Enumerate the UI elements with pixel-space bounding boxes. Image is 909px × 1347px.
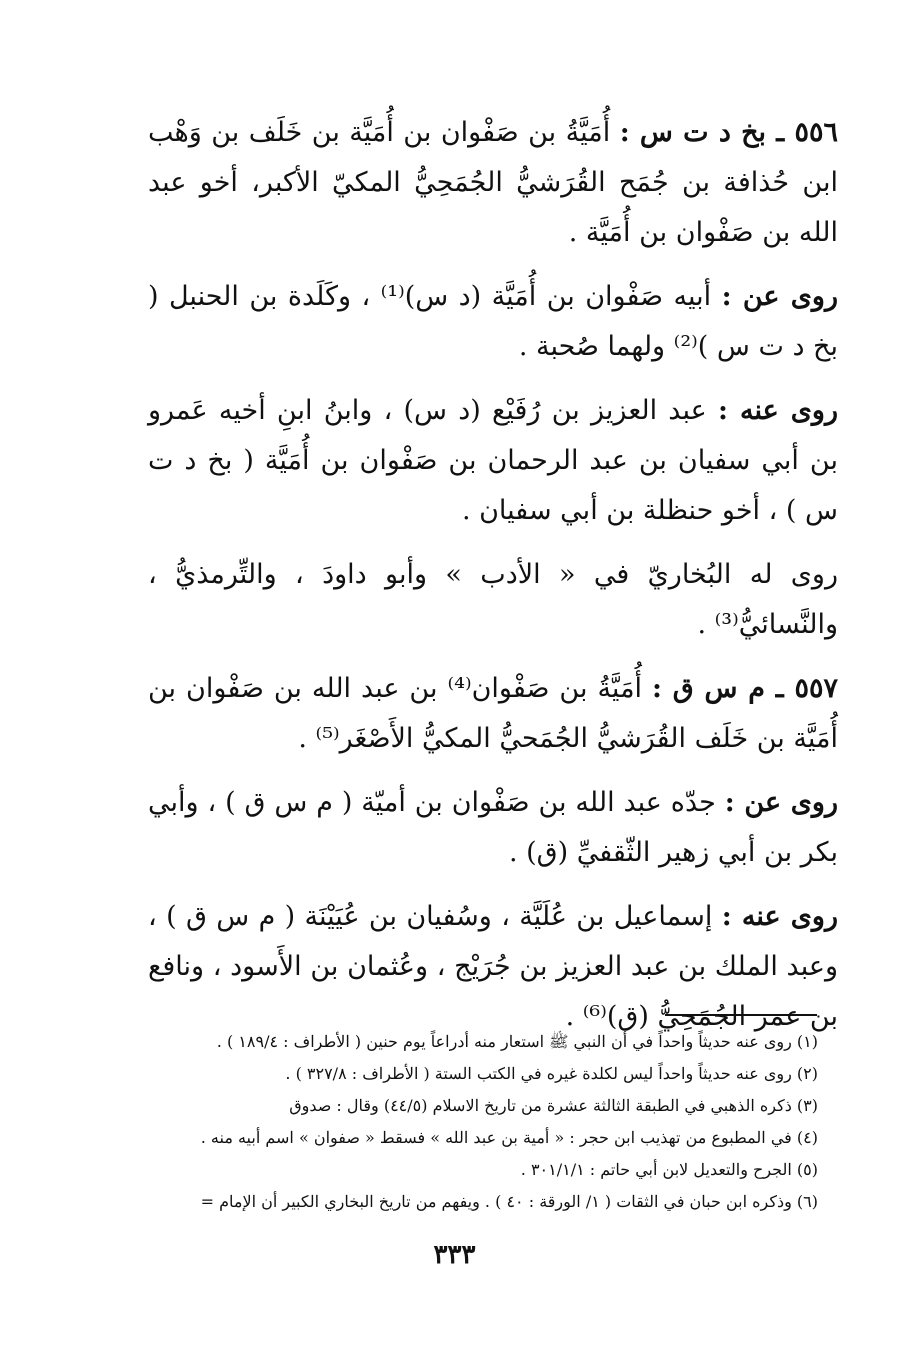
narrated-by-2 <box>148 892 838 1042</box>
narrated-from-1-text: أبيه صَفْوان بن أُمَيَّة (د س)⁽¹⁾ ، وكَلَدة بن الحنبل ( بخ د ت س )⁽²⁾ ولهما صُحبة . <box>148 281 838 362</box>
narrated-from-2-text: جدّه عبد الله بن صَفْوان بن أميّة ( م س ق ) ، وأبي بكر بن أبي زهير الثّقفيِّ (ق) . <box>148 787 838 868</box>
footnote-1: (١) روى عنه حديثاً واحداً في أن النبي ﷺ استعار منه أدراعاً يوم حنين ( الأطراف : ١٨٩/٤ ) . <box>216 1032 818 1051</box>
page-number: ٣٣٣ <box>433 1240 476 1270</box>
narrated-by-1 <box>148 386 838 536</box>
narrated-from-1-label: روى عن : <box>721 281 838 312</box>
narrated-by-2-label: روى عنه : <box>721 901 838 932</box>
footnote-2: (٢) روى عنه حديثاً واحداً ليس لكلدة غيره في الكتب الستة ( الأطراف : ٣٢٧/٨ ) . <box>285 1064 818 1083</box>
main-text <box>148 108 838 1056</box>
entry-556-number: ٥٥٦ ـ بخ د ت س : <box>619 117 838 148</box>
footnote-4: (٤) في المطبوع من تهذيب ابن حجر : « أمية بن عبد الله » فسقط « صفوان » اسم أبيه منه . <box>200 1128 818 1147</box>
entry-556-text: أُمَيَّةُ بن صَفْوان بن أُمَيَّة بن خَلَف بن وَهْب ابن حُذافة بن جُمَح القُرَشيُّ الجُمَحِيُّ المكيّ الأكبر، أخو عبد الله بن صَفْوان بن أُمَيَّة . <box>148 117 838 248</box>
footnote-6: (٦) وذكره ابن حبان في الثقات ( ١/ الورقة : ٤٠ ) . ويفهم من تاريخ البخاري الكبير أن الإمام = <box>200 1192 818 1211</box>
narrated-from-2 <box>148 778 838 878</box>
footnote-5: (٥) الجرح والتعديل لابن أبي حاتم : ٣٠١/١/١ . <box>520 1160 818 1179</box>
footnotes <box>110 1026 818 1218</box>
footnote-3: (٣) ذكره الذهبي في الطبقة الثالثة عشرة من تاريخ الاسلام (٤٤/٥) وقال : صدوق <box>289 1096 818 1115</box>
narrated-from-2-label: روى عن : <box>724 787 838 818</box>
narrated-from-1 <box>148 272 838 372</box>
narrated-by-2-text: إسماعيل بن عُلَيَّة ، وسُفيان بن عُيَيْنَة ( م س ق ) ، وعبد الملك بن عبد العزيز بن جُرَيْج ، وعُثمان بن الأَسود ، ونافع بن عمر الجُمَحِيُّ (ق)⁽⁶⁾ . <box>148 901 838 1032</box>
entry-557-number: ٥٥٧ ـ م س ق : <box>652 673 838 704</box>
entry-557-text: أُمَيَّةُ بن صَفْوان⁽⁴⁾ بن عبد الله بن صَفْوان بن أُمَيَّة بن خَلَف القُرَشيُّ الجُمَحيُّ المكيُّ الأَصْغَر⁽⁵⁾ . <box>148 673 838 754</box>
footnote-divider <box>665 1014 817 1016</box>
narrated-by-1-text: عبد العزيز بن رُفَيْع (د س) ، وابنُ ابنِ أخيه عَمرو بن أبي سفيان بن عبد الرحمان بن صَفْوان بن أُمَيَّة ( بخ د ت س ) ، أخو حنظلة بن أبي سفيان . <box>148 395 838 526</box>
narrated-by-1-label: روى عنه : <box>717 395 838 426</box>
entry-556 <box>148 108 838 258</box>
transmitters-paragraph <box>148 550 838 650</box>
entry-557 <box>148 664 838 764</box>
transmitters-text: روى له البُخاريّ في « الأدب » وأبو داودَ ، والتِّرمذيُّ ، والنَّسائيُّ⁽³⁾ . <box>148 559 838 640</box>
